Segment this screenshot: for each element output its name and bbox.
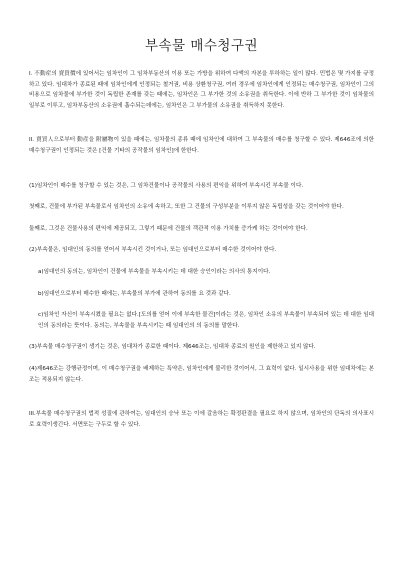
spacer — [29, 299, 374, 310]
spacer — [29, 111, 374, 135]
paragraph-subitem-a: a)임대인의 동의는, 임차인이 건물에 부속물을 부속시키는 데 대한 승인이라는 의사의 통지이다. — [38, 268, 271, 275]
spacer — [29, 385, 374, 409]
paragraph-subitem-b: b)임대인으로부터 매수한 때에는, 부속물의 부가에 관하여 동의를 요 것과 같다. — [38, 290, 231, 297]
paragraph-section-1: I. 不動産의 賣買價에 있어서는 임차인이 그 임차부동산의 이용 또는 가방을 위하여 다액의 자본을 투하하는 일이 많다. 민법은 몇 가지를 규정하고 있다. 임대차가 종료된 때에 임차인에게 인정되는 철거권, 비용 상환청구권, 여러 경우에 임차인에게 인정되는 매수청구권, 임차인이 그의 비용으로 임차물에 부가한 것이 독립한 존재를 갖는 때에는, 임차인은 그 부가한 것의 소유권을 취득한다. 이에 반하 그 부가한 것이 임차물의 일부로 이루고, 임차부동산의 소유권에 흡수되는데에는, 임차인은 그 부가물의 소유권을 취득하지 못한다. — [29, 71, 374, 109]
spacer — [29, 256, 374, 267]
paragraph-item-4: (4)제646조는 강행규정이며, 이 매수청구권을 배제하는 특약은, 임차인에게 불리한 것이어서, 그 효력이 없다. 일시사용을 위한 임대차에는 본조는 적용되지 않는다. — [29, 365, 374, 383]
spacer — [29, 331, 374, 342]
document-title: 부속물 매수청구권 — [144, 38, 259, 54]
paragraph-section-3: III.부속물 매수청구권의 법적 성질에 관하여는, 임대인의 승낙 또는 이에 갈음하는 확정판결을 필요로 하지 않으며, 임차인의 단독의 의사표시로 효력이생긴다. 서면또는 구두로 할 수 있다. — [29, 411, 374, 428]
paragraph-item-3: (3)부속물 매수청구권이 생기는 것은, 임대차가 종료한 때이다. 제646조는, 임대차 종료의 원인을 제한하고 있지 않다. — [29, 344, 316, 351]
spacer — [29, 234, 374, 245]
paragraph-item-2: (2)부속물은, 임대인의 동의를 얻어서 부속시킨 것이거나, 또는 임대인으로부터 매수한 것이어야 한다. — [29, 247, 277, 254]
spacer — [29, 191, 374, 202]
paragraph-first-condition: 첫째로, 건물에 부가된 부속물로서 임차인의 소유에 속하고, 또한 그 건물의 구성부분을 이루지 않은 독립성을 갖는 것이어야 한다. — [29, 204, 344, 211]
paragraph-item-1: (1)임차인이 매수를 청구할 수 있는 것은, 그 임차건물이나 공작물의 사용의 편익을 위하여 부속시킨 부속물 이다. — [29, 182, 304, 189]
spacer — [29, 213, 374, 224]
paragraph-subitem-c: c)임차인 자신이 부속시켰을 필요는 없다.[도의를 얻어 이에 부속한 물건]이라는 것은, 임차인 소유의 부속물이 부속되어 있는 데 대한 임대인의 동의라는 뜻이다. 동의는, 부속물을 부속시키는 때 임대인의 의 동의를 말한다. — [38, 312, 374, 329]
spacer — [29, 278, 374, 289]
spacer — [29, 157, 374, 181]
paragraph-section-2: II. 賣買人으로부터 動産을 附屬物이 있을 때에는, 임차물의 종류 때에 임차인에 대하여 그 부속물의 매수를 청구할 수 있다. 제646조에 의한 매수청구권이 인정되는 것은 [건물 기타의 공작물의 임차인]에 한한다. — [29, 137, 374, 154]
spacer — [29, 353, 374, 364]
paragraph-second-condition: 둘째로, 그것은 건물사용의 편익에 제공되고, 그렇기 때문에 건물의 객관적 이용 가치를 증가케 하는 것이어야 한다. — [29, 225, 308, 232]
